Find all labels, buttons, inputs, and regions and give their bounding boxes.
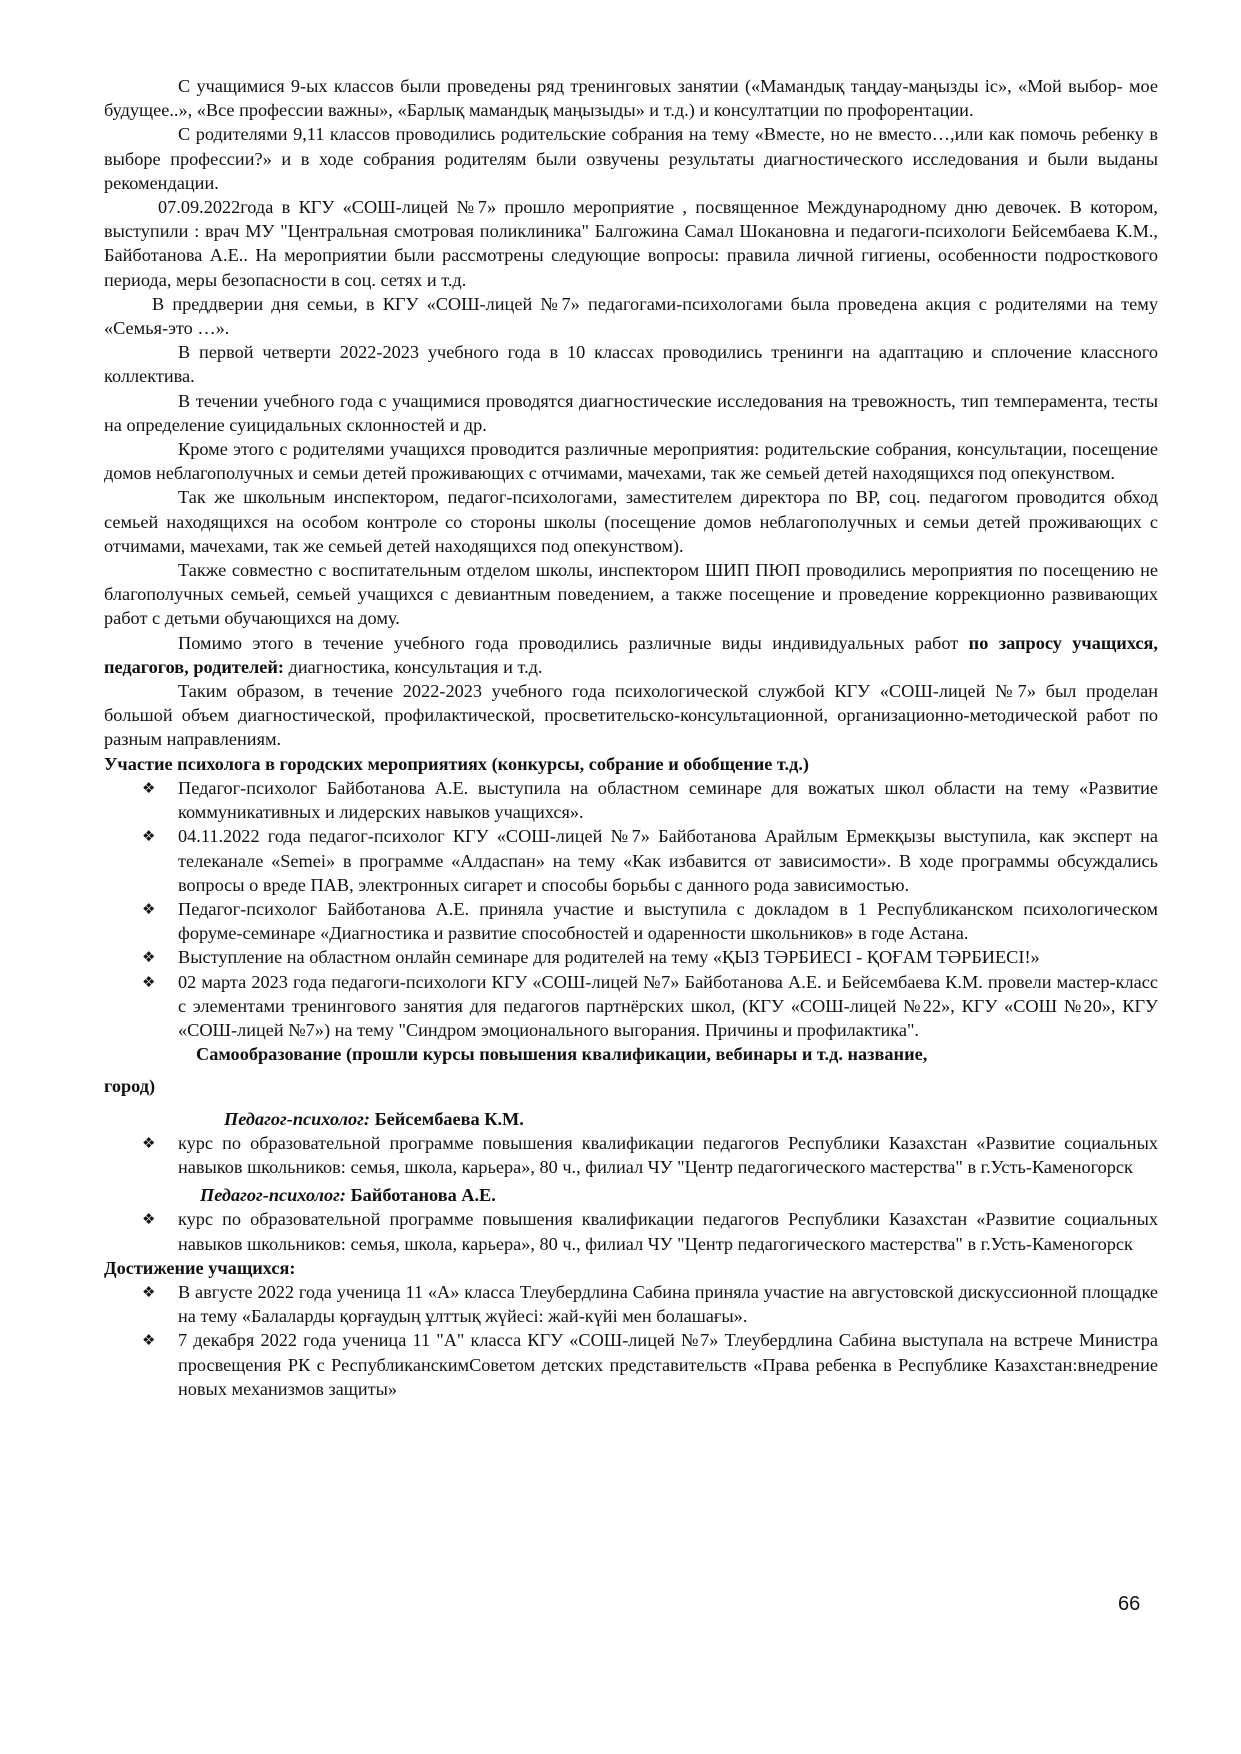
list-item-text: 7 декабря 2022 года ученица 11 "А" класса КГУ «СОШ-лицей №7» Тлеубердлина Сабина выступала на встрече Министра просвещения РК с РеспубликанскимСоветом детских представительств «Права ребенка в Республике Казахстан:внедрение новых механизмов защиты» [178,1330,1158,1399]
page-number: 66 [1118,1593,1141,1615]
paragraph-family-visits: Так же школьным инспектором, педагог-психологами, заместителем директора по ВР, соц. педагогом проводится обход семьей находящихся на особом контроле со стороны школы (посещение домов неблагополучных и семьи детей проживающих с отчимами, мачехами, так же семьей детей находящихся под опекунством). [104,487,1158,556]
list-item-text: Выступление на областном онлайн семинаре для родителей на тему «ҚЫЗ ТӘРБИЕСІ - ҚОҒАМ ТӘРБИЕСІ!» [178,947,1040,968]
individual-work-text: Помимо этого в течение учебного года проводились различные виды индивидуальных работ [178,632,969,653]
paragraph-family-day: В преддверии дня семьи, в КГУ «СОШ-лицей №7» педагогами-психологами была проведена акция с родителями на тему «Семья-это …». [104,293,1158,339]
person-heading-beisembaeva: Педагог-психолог: Бейсембаева К.М. [224,1108,524,1129]
course-text: курс по образовательной программе повышения квалификации педагогов Республики Казахстан «Развитие социальных навыков школьников: семья, школа, карьера», 80 ч., филиал ЧУ "Центр педагогического мастерства" в г.Усть-Каменогорск [178,1209,1158,1254]
list-item [104,970,1158,1043]
course-list-beisembaeva [104,1131,1158,1179]
bullet-icon: ❖ [142,778,156,797]
individual-work-end: диагностика, консультация и т.д. [283,656,543,677]
section-student-achievements-heading: Достижение учащихся: [104,1257,296,1278]
paragraph-girls-day: 07.09.2022года в КГУ «СОШ-лицей №7» прошло мероприятие , посвященное Международному дню девочек. В котором, выступили : врач МУ "Центральная смотровая поликлиника" Балгожина Самал Шокановна и педагоги-психологи Бейсембаева К.М., Байботанова А.Е.. На мероприятии были рассмотрены следующие вопросы: правила личной гигиены, особенности подросткового периода, меры безопасности в соц. сетях и т.д. [104,197,1158,290]
section-self-education-heading: Самообразование (прошли курсы повышения квалификации, вебинары и т.д. название, [196,1044,928,1065]
paragraph-parent-meetings: С родителями 9,11 классов проводились родительские собрания на тему «Вместе, но не вместо…,или как помочь ребенку в выборе профессии?» и в ходе собрания родителям были озвучены результаты диагностического исследования и были выданы рекомендации. [104,124,1158,193]
bullet-icon: ❖ [142,972,156,991]
list-item-text: Педагог-психолог Байботанова А.Е. выступила на областном семинаре для вожатых школ области на тему «Развитие коммуникативных и лидерских навыков учащихся». [178,777,1158,823]
person-name: Бейсембаева К.М. [374,1108,524,1129]
bullet-icon: ❖ [142,899,156,918]
list-item [104,945,1158,969]
list-item [104,1328,1158,1401]
list-item [104,897,1158,945]
bullet-icon: ❖ [142,1210,156,1229]
person-name: Байботанова А.Е. [350,1185,496,1206]
person-role: Педагог-психолог [200,1185,340,1206]
list-item-text: 04.11.2022 года педагог-психолог КГУ «СОШ-лицей №7» Байботанова Арайлым Ермекқызы выступила, как эксперт на телеканале «Semei» в программе «Алдаспан» на тему «Как избавится от зависимости». В ходе программы обсуждались вопросы о вреде ПАВ, электронных сигарет и способы борьбы с данного рода зависимостью. [178,826,1158,895]
list-item-text: В августе 2022 года ученица 11 «А» класса Тлеубердлина Сабина приняла участие на августовской дискуссионной площадке на тему «Балаларды қорғаудың ұлттық жүйесі: жай-күйі мен болашағы». [178,1281,1158,1327]
paragraph-summary: Таким образом, в течение 2022-2023 учебного года психологической службой КГУ «СОШ-лицей №7» был проделан большой объем диагностической, профилактической, просветительско-консультационной, организационно-методической работ по разным направлениям. [104,681,1158,750]
list-item-text: 02 марта 2023 года педагоги-психологи КГУ «СОШ-лицей №7» Байботанова А.Е. и Бейсембаева К.М. провели мастер-класс с элементами тренингового занятия для педагогов партнёрских школ, (КГУ «СОШ-лицей №22», КГУ «СОШ №20», КГУ «СОШ-лицей №7») на тему "Синдром эмоционального выгорания. Причины и профилактика". [178,971,1158,1040]
bullet-icon: ❖ [142,827,156,846]
section-city-events-heading: Участие психолога в городских мероприятиях (конкурсы, собрание и обобщение т.д.) [104,753,809,774]
list-item [104,1280,1158,1328]
list-item [104,1207,1158,1255]
city-events-list [104,776,1158,1042]
list-item [104,776,1158,824]
section-self-education-heading-city: город) [104,1076,156,1097]
paragraph-diagnostics: В течении учебного года с учащимися проводятся диагностические исследования на тревожность, тип темперамента, тесты на определение суицидальных склонностей и др. [104,390,1158,435]
paragraph-adaptation: В первой четверти 2022-2023 учебного года в 10 классах проводились тренинги на адаптацию и сплочение классного коллектива. [104,342,1158,387]
list-item-text: Педагог-психолог Байботанова А.Е. приняла участие и выступила с докладом в 1 Республиканском психологическом форуме-семинаре «Диагностика и развитие способностей и одаренности школьников» в годе Астана. [178,898,1158,944]
list-item [104,824,1158,897]
person-role: Педагог-психолог [224,1108,364,1129]
individual-work-bold: по запросу учащихся, педагогов, родителей: [104,632,1159,677]
student-achievements-list [104,1280,1158,1401]
bullet-icon: ❖ [142,948,156,967]
bullet-icon: ❖ [142,1282,156,1301]
bullet-icon: ❖ [142,1133,156,1152]
paragraph-parent-events: Кроме этого с родителями учащихся проводится различные мероприятия: родительские собрания, консультации, посещение домов неблагополучных и семьи детей проживающих с отчимами, мачехами, так же семьей детей находящихся под опекунством. [104,439,1158,484]
paragraph-joint-events: Также совместно с воспитательным отделом школы, инспектором ШИП ПЮП проводились мероприятия по посещению не благополучных семьей, семьей учащихся с девиантным поведением, а также посещение и проведение коррекционно развивающих работ с детьми обучающихся на дому. [104,560,1158,629]
course-list-baibotanova [104,1207,1158,1255]
course-text: курс по образовательной программе повышения квалификации педагогов Республики Казахстан «Развитие социальных навыков школьников: семья, школа, карьера», 80 ч., филиал ЧУ "Центр педагогического мастерства" в г.Усть-Каменогорск [178,1132,1158,1177]
person-heading-baibotanova: Педагог-психолог: Байботанова А.Е. [200,1185,496,1206]
list-item [104,1131,1158,1179]
paragraph-individual-work [104,631,1158,679]
paragraph-trainings: С учащимися 9-ых классов были проведены ряд тренинговых занятии («Мамандық таңдау-маңызды іс», «Мой выбор- мое будущее..», «Все профессии важны», «Барлық мамандық маңызыды» и т.д.) и консултатции по профорентации. [104,76,1158,121]
bullet-icon: ❖ [142,1331,156,1350]
page-content [104,74,1158,1401]
